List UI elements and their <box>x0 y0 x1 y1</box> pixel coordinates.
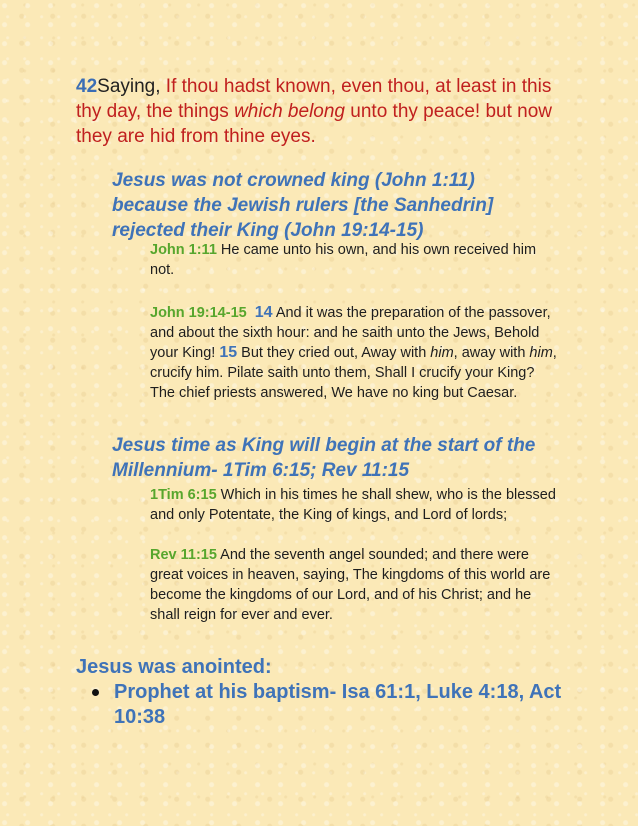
verse-42 <box>76 74 566 149</box>
reference-john-19-14-15 <box>150 303 562 403</box>
reference-text: And the seventh angel sounded; and there were great voices in heaven, saying, The kingdoms of this world are become the kingdoms of our Lord, and of his Christ; and he shall reign for ever and ever. <box>150 547 551 623</box>
verse-text-2: unto thy peace! but now they are hid from thine eyes. <box>76 101 553 147</box>
reference-1tim-6-15 <box>150 485 562 525</box>
section-heading-anointed: Jesus was anointed: <box>76 656 272 678</box>
reference-text: And it was the preparation of the passover, and about the sixth hour: and he saith unto the Jews, Behold your King! <box>150 305 551 361</box>
verse-number-15: 15 <box>219 344 238 361</box>
reference-label: John 1:11 <box>150 242 217 258</box>
reference-text: , crucify him. Pilate saith unto them, Shall I crucify your King? The chief priests answered, We have no king but Caesar. <box>150 345 557 401</box>
reference-text: But they cried out, Away with <box>237 345 431 361</box>
bullet-item-prophet <box>92 680 562 730</box>
verse-italic: which belong <box>234 101 345 122</box>
reference-text: , away with <box>453 345 530 361</box>
reference-label: John 19:14-15 <box>150 305 247 321</box>
reference-rev-11-15 <box>150 545 562 625</box>
bullet-dot-icon <box>92 689 99 696</box>
verse-number: 42 <box>76 76 98 97</box>
reference-label: 1Tim 6:15 <box>150 487 217 503</box>
verse-number-14: 14 <box>254 304 273 321</box>
verse-text-1: If thou hadst known, even thou, at least in this thy day, the things <box>76 76 552 122</box>
reference-label: Rev 11:15 <box>150 547 217 563</box>
heading-not-crowned: Jesus was not crowned king (John 1:11) because the Jewish rulers [the Sanhedrin] rejected their King (John 19:14-15) <box>112 170 494 241</box>
heading-king-millennium: Jesus time as King will begin at the start of the Millennium- 1Tim 6:15; Rev 11:15 <box>112 435 536 481</box>
reference-italic: him <box>529 345 553 361</box>
reference-text: He came unto his own, and his own received him not. <box>150 242 537 278</box>
reference-text: Which in his times he shall shew, who is the blessed and only Potentate, the King of kings, and Lord of lords; <box>150 487 556 523</box>
reference-john-1-11 <box>150 240 562 280</box>
bullet-text: Prophet at his baptism- Isa 61:1, Luke 4:18, Act 10:38 <box>114 681 562 728</box>
verse-lead: Saying, <box>97 76 166 97</box>
reference-italic: him <box>430 345 454 361</box>
